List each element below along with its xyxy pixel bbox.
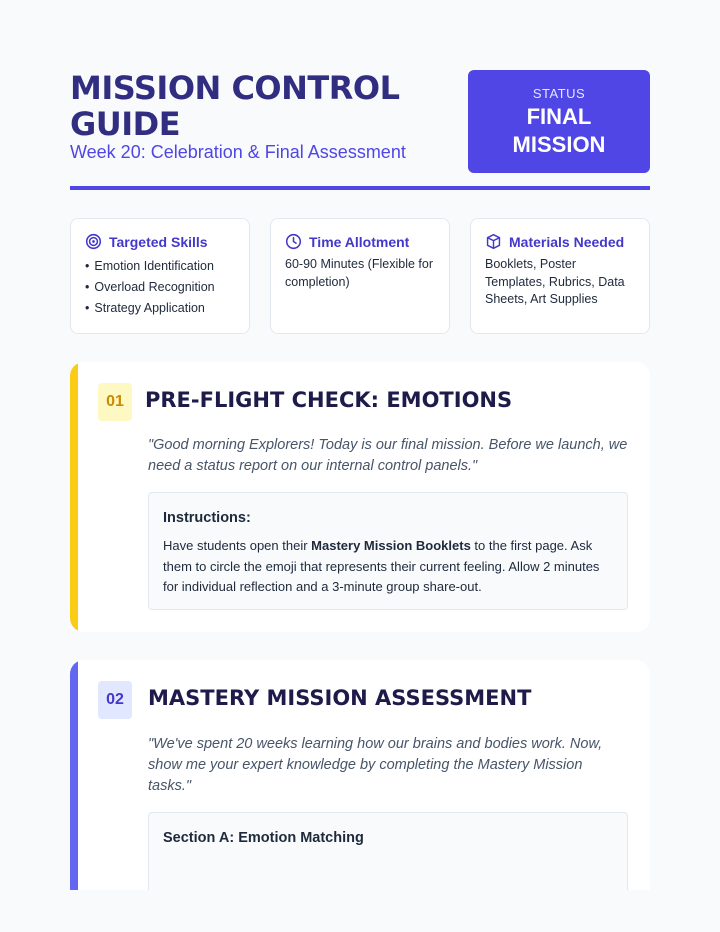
clock-icon [285, 233, 302, 250]
list-item: • Emotion Identification [85, 256, 235, 277]
card-text: Booklets, Poster Templates, Rubrics, Data Sheets, Art Supplies [485, 257, 625, 306]
instructions-text: Have students open their Mastery Mission Booklets to the first page. Ask them to circle the emoji that represents their current feeling. Allow 2 minutes for individual reflection and a 3-minute group share-out. [163, 538, 600, 594]
instructions-title: Instructions: [163, 510, 251, 526]
booklet-name: Mastery Mission Booklets [311, 538, 471, 553]
section-quote: "Good morning Explorers! Today is our final mission. Before we launch, we need a status report on our internal control panels." [148, 437, 628, 474]
card-targeted-skills [70, 218, 250, 334]
skills-list [85, 256, 235, 319]
card-text: 60-90 Minutes (Flexible for completion) [285, 257, 433, 289]
section-accent-bar [70, 362, 78, 632]
section-title: PRE-FLIGHT CHECK: EMOTIONS [145, 388, 513, 412]
section-title: MASTERY MISSION ASSESSMENT [148, 686, 532, 710]
box-icon [485, 233, 502, 250]
section-accent-bar [70, 660, 78, 890]
info-cards [70, 218, 650, 334]
page-title: MISSION CONTROL GUIDE [70, 69, 400, 143]
card-materials-needed [470, 218, 650, 334]
list-item: • Overload Recognition [85, 277, 235, 298]
section-quote: "We've spent 20 weeks learning how our brains and bodies work. Now, show me your expert knowledge by completing the Mastery Mission tasks." [148, 736, 603, 794]
card-title: Time Allotment [309, 233, 410, 250]
section-number: 01 [98, 383, 132, 421]
page [70, 69, 650, 846]
header [70, 70, 650, 174]
card-title: Materials Needed [509, 233, 625, 250]
list-item: • Strategy Application [85, 298, 235, 319]
card-title: Targeted Skills [109, 233, 208, 250]
status-label: STATUS [532, 86, 586, 101]
page-subtitle: Week 20: Celebration & Final Assessment [70, 142, 406, 162]
section-mastery-assessment [70, 660, 650, 890]
instructions-box [148, 492, 628, 610]
assessment-box [148, 812, 628, 890]
status-value: FINAL MISSION [512, 104, 606, 157]
assessment-section-title: Section A: Emotion Matching [163, 830, 364, 846]
status-badge [468, 70, 650, 173]
section-number: 02 [98, 681, 132, 719]
header-divider [70, 186, 650, 190]
target-icon [85, 233, 102, 250]
section-pre-flight-check [70, 362, 650, 632]
card-time-allotment [270, 218, 450, 334]
